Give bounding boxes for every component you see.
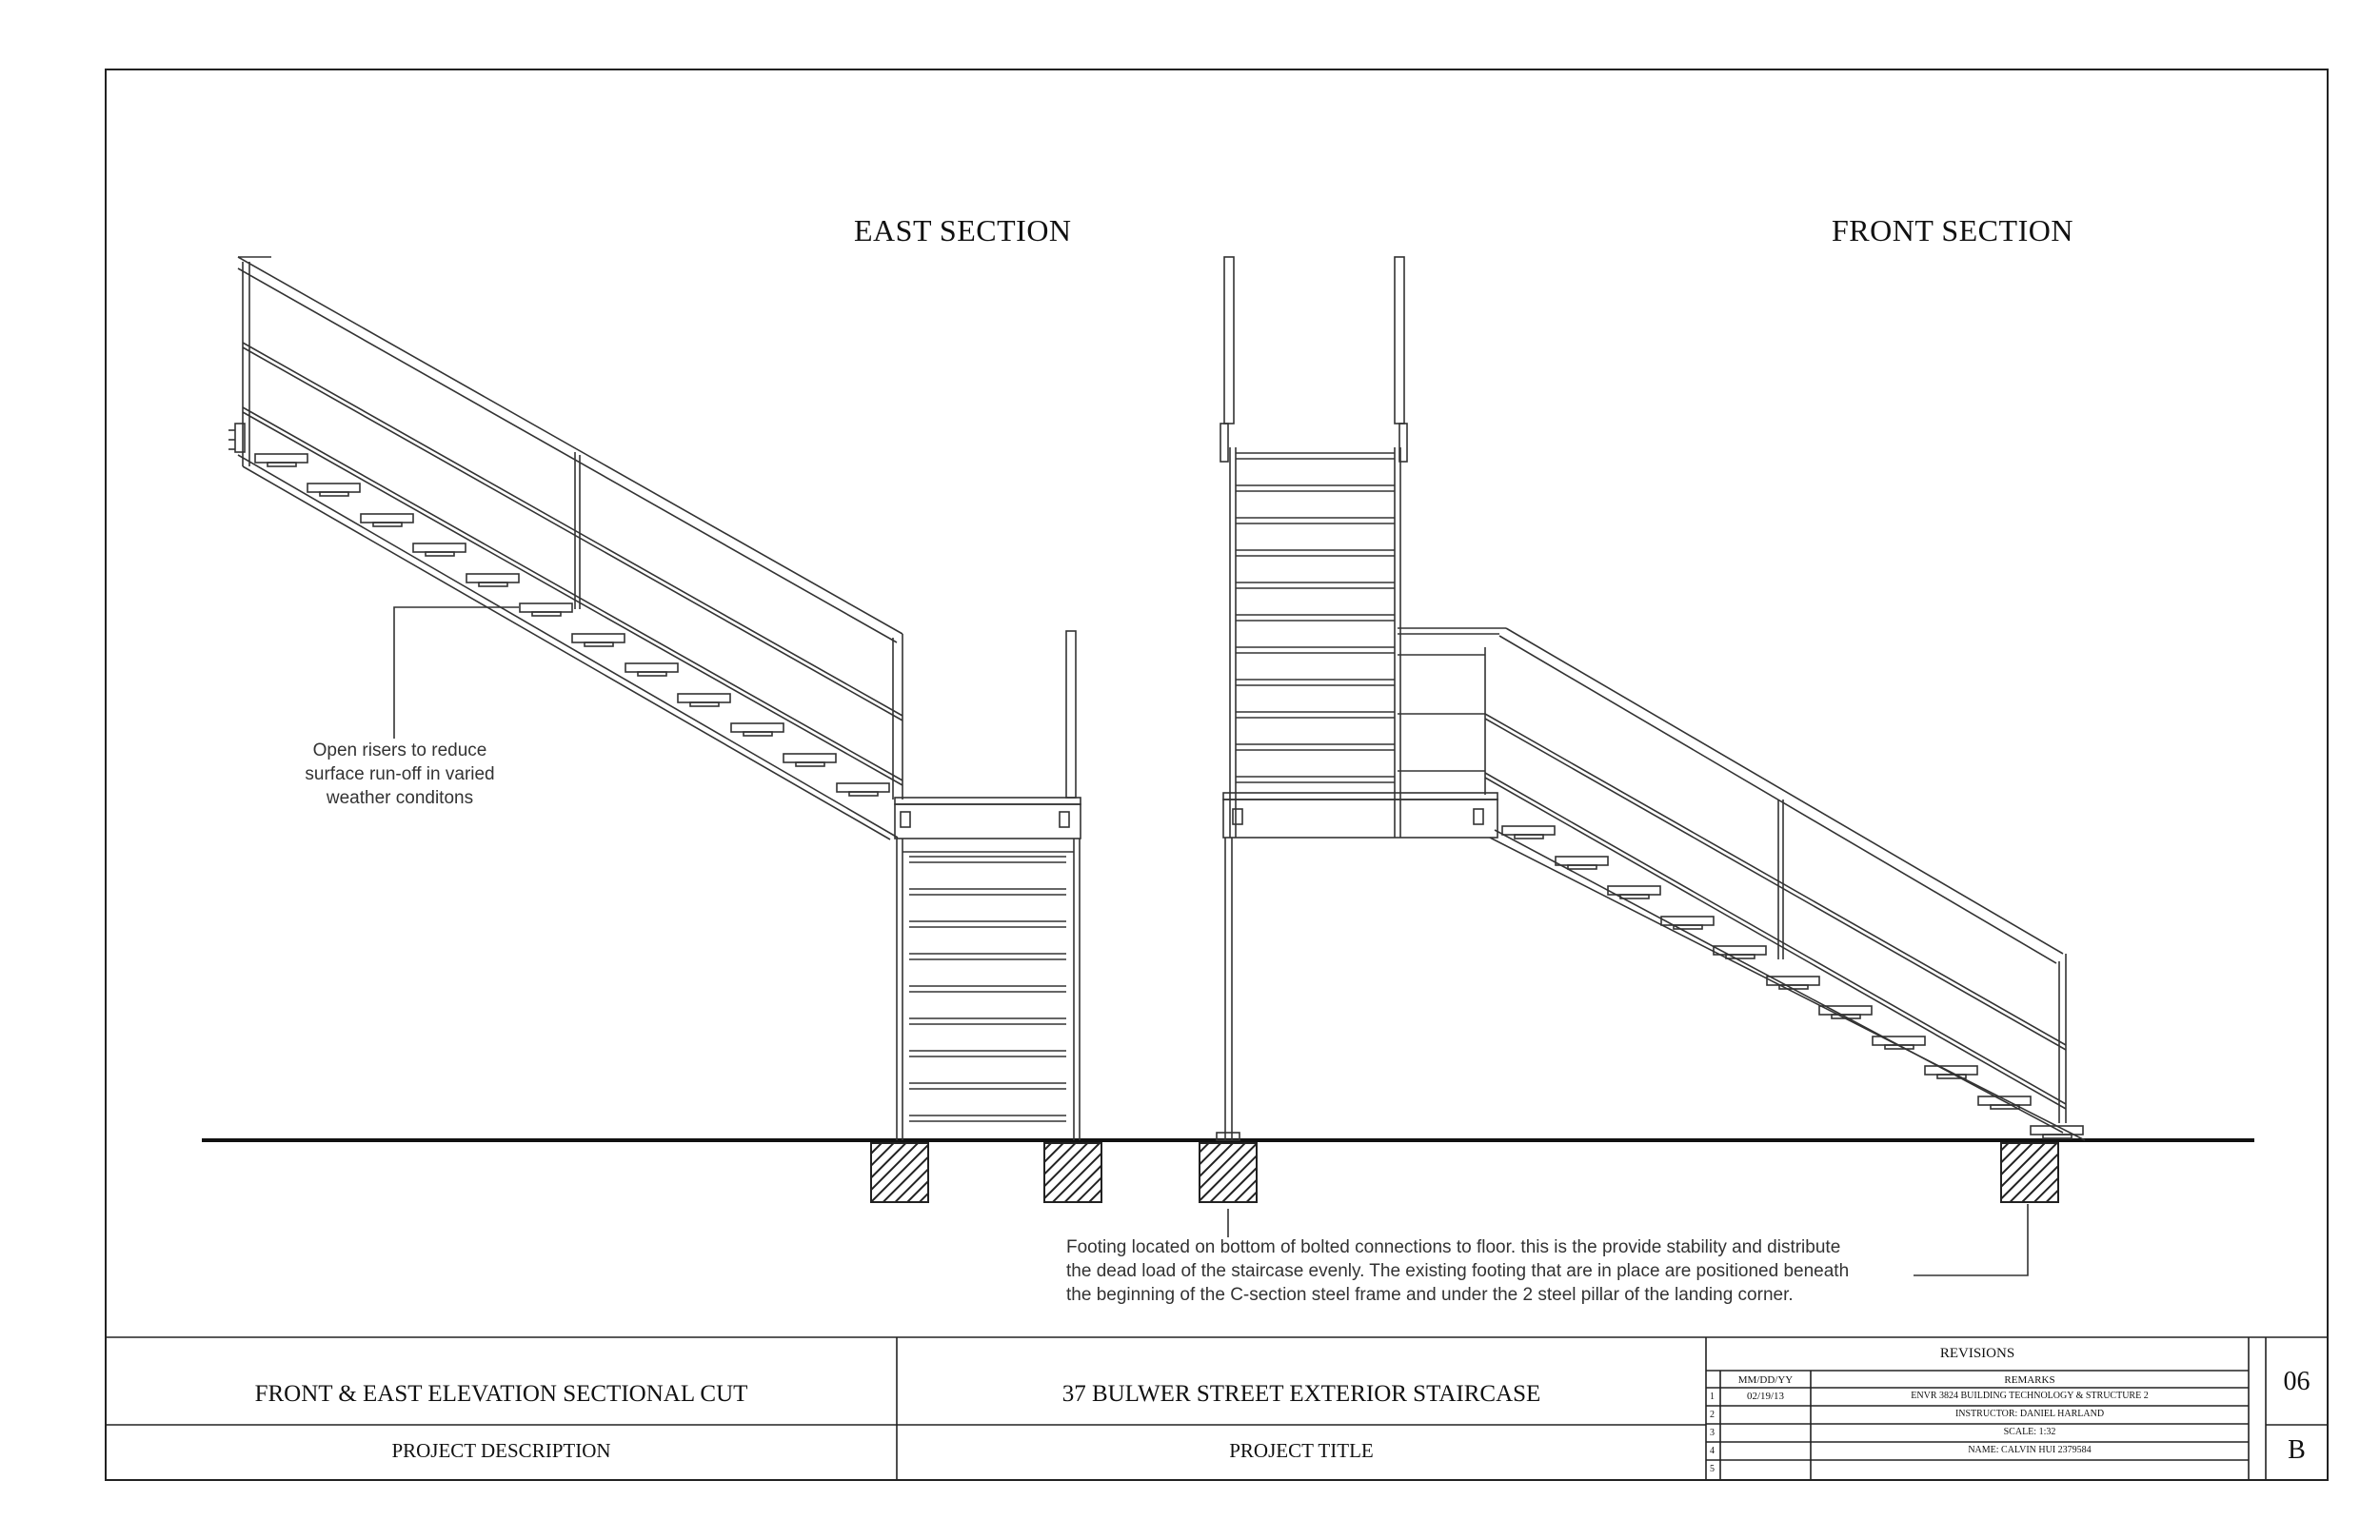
east-section-drawing <box>228 257 1081 1140</box>
revision-row-number: 3 <box>1710 1428 1715 1438</box>
sheet-number: 06 <box>2283 1367 2311 1396</box>
footing-leader-right <box>1914 1204 2028 1275</box>
project-title-label: PROJECT TITLE <box>1229 1439 1374 1462</box>
footing-note-line: the beginning of the C-section steel frame and under the 2 steel pillar of the landing corner. <box>1066 1285 1794 1305</box>
front-section-drawing <box>1217 257 2085 1140</box>
revision-row-number: 1 <box>1710 1392 1715 1402</box>
footing-note-line: Footing located on bottom of bolted connections to floor. this is the provide stability and distribute <box>1066 1237 1841 1257</box>
open-risers-note-line: weather conditons <box>326 788 474 808</box>
footings <box>871 1143 2058 1202</box>
open-risers-note <box>290 739 509 810</box>
revisions-label: REVISIONS <box>1939 1346 2015 1361</box>
revision-row-number: 5 <box>1710 1464 1715 1474</box>
revisions-remarks-header: REMARKS <box>2004 1374 2055 1386</box>
footing-3 <box>1200 1143 1257 1202</box>
revision-row-number: 2 <box>1710 1410 1715 1420</box>
open-risers-note-line: Open risers to reduce <box>312 740 487 760</box>
front-section-title: FRONT SECTION <box>1832 213 2073 247</box>
revision-row-date: 02/19/13 <box>1746 1391 1785 1402</box>
project-title: 37 BULWER STREET EXTERIOR STAIRCASE <box>1061 1381 1541 1407</box>
footing-note-line: the dead load of the staircase evenly. The existing footing that are in place are positioned beneath <box>1066 1261 1850 1281</box>
revision-row-remark: NAME: CALVIN HUI 2379584 <box>1968 1445 2092 1455</box>
revision-row-number: 4 <box>1710 1446 1715 1456</box>
footing-2 <box>1044 1143 1101 1202</box>
east-section-title: EAST SECTION <box>854 213 1072 247</box>
project-description-label: PROJECT DESCRIPTION <box>391 1439 611 1462</box>
project-description: FRONT & EAST ELEVATION SECTIONAL CUT <box>254 1381 748 1407</box>
revision-row-remark: ENVR 3824 BUILDING TECHNOLOGY & STRUCTURE 2 <box>1911 1391 2149 1401</box>
sheet-letter: B <box>2288 1435 2306 1465</box>
footing-1 <box>871 1143 928 1202</box>
open-risers-note-line: surface run-off in varied <box>305 764 495 784</box>
footing-4 <box>2001 1143 2058 1202</box>
footing-note <box>1066 1235 1923 1307</box>
revision-row-remark: INSTRUCTOR: DANIEL HARLAND <box>1954 1409 2105 1419</box>
revision-row-remark: SCALE: 1:32 <box>2003 1427 2056 1437</box>
revisions-date-header: MM/DD/YY <box>1737 1374 1794 1386</box>
open-risers-leader <box>394 607 519 739</box>
